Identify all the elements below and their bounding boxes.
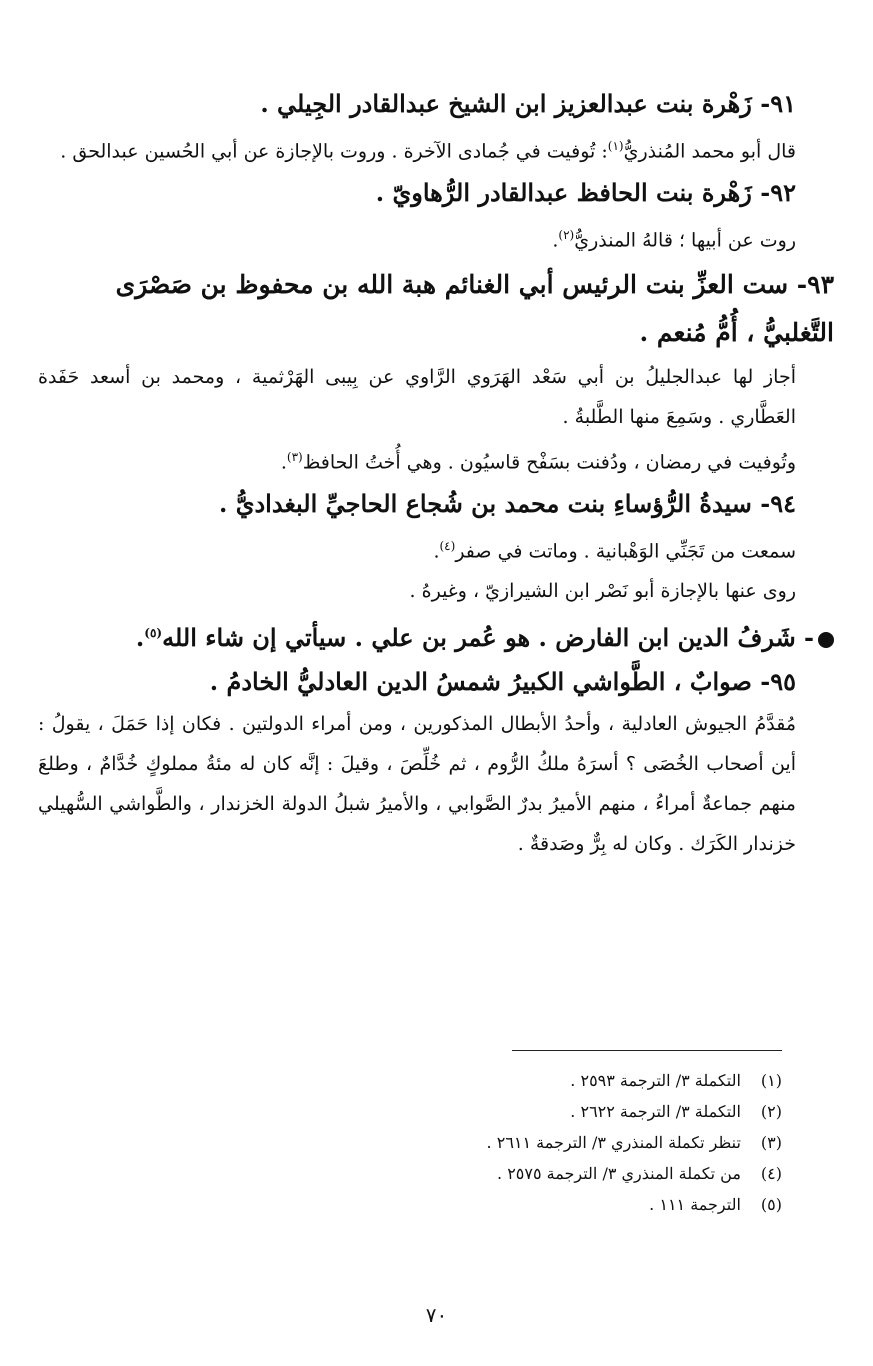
footnote-text: من تكملة المنذري ٣/ الترجمة ٢٥٧٥ . [497, 1164, 741, 1183]
paragraph-text: . [433, 540, 440, 563]
paragraph-text: مُقدَّمُ الجيوش العادلية ، وأحدُ الأبطال المذكورين ، ومن أمراء الدولتين . فكان إذا حَمَلَ ، يقولُ : أين أصحاب الخُصَى ؟ أسرَهُ ملكُ الرُّوم ، ثم خُلِّصَ ، وقيلَ : إنَّه كان له مئةُ مملوكٍ خُدَّامٌ ، وطلعَ منهم جماعةٌ أمراءُ ، منهم الأميرُ بدرٌ الصَّوابي ، والأميرُ شبلُ الدولة الخزندار ، والطَّواشي السُّهيلي خزندار الكَرَك . وكان له بِرٌّ وصَدقةٌ . [38, 713, 796, 856]
entry-paragraph [38, 704, 834, 864]
footnote-ref: (٤) [439, 538, 456, 553]
entry-paragraph [38, 437, 834, 482]
footnotes [486, 1050, 782, 1220]
footnote-number: (٥) [760, 1195, 782, 1214]
entry-paragraph [38, 126, 834, 171]
bullet-dot-icon [818, 632, 834, 648]
paragraph-text: . [552, 229, 559, 252]
footnote [512, 1096, 782, 1127]
page-number: ٧٠ [425, 1303, 448, 1327]
entry-heading: ٩١- زَهْرة بنت عبدالعزيز ابن الشيخ عبدالقادر الجِيلي . [260, 89, 796, 118]
footnote-number: (١) [760, 1071, 782, 1090]
entry-heading: ٩٣- ست العزِّ بنت الرئيس أبي الغنائم هبة الله بن محفوظ بن صَصْرَى التَّغلبيُّ ، أُمُّ مُنعم . [115, 269, 834, 347]
footnote [486, 1127, 782, 1158]
entry-heading: ٩٥- صوابٌ ، الطَّواشي الكبيرُ شمسُ الدين العادليُّ الخادمُ . [209, 667, 796, 697]
paragraph-text: روت عن أبيها ؛ قالهُ المنذريُّ [574, 229, 796, 252]
cross-reference-text: - شَرفُ الدين ابن الفارض . هو عُمر بن علي . سيأتي إن شاء الله [162, 623, 814, 653]
footnote-number: (٣) [760, 1133, 782, 1152]
paragraph-text: روى عنها بالإجازة أبو نَصْر ابن الشيرازيّ ، وغيرهُ . [409, 580, 796, 603]
cross-reference [38, 611, 834, 660]
footnote-text: تنظر تكملة المنذري ٣/ الترجمة ٢٦١١ . [486, 1133, 741, 1152]
footnote-ref: (٣) [286, 449, 303, 464]
cross-reference-text: . [135, 623, 145, 653]
footnote [512, 1065, 782, 1096]
entry-paragraph [38, 357, 834, 437]
footnote-text: التكملة ٣/ الترجمة ٢٥٩٣ . [570, 1071, 741, 1090]
footnote-number: (٢) [760, 1102, 782, 1121]
paragraph-text: سمعت من تَجَنِّي الوَهْبانية . وماتت في صفر [455, 540, 796, 563]
footnote-number: (٤) [760, 1164, 782, 1183]
footnote-text: الترجمة ١١١ . [649, 1195, 741, 1214]
paragraph-text: . [280, 450, 287, 473]
footnote-ref: (١) [607, 139, 624, 153]
footnote-ref: (٢) [558, 228, 575, 243]
main-text [38, 82, 834, 864]
footnote [512, 1189, 782, 1220]
paragraph-text: أجاز لها عبدالجليلُ بن أبي سَعْد الهَرَوي الرَّاوي عن بِيبى الهَرْثمية ، ومحمد بن أسعد حَفَدة العَطَّاري . وسَمِعَ منها الطَّلبةُ . [38, 365, 796, 428]
footnote [497, 1158, 782, 1189]
paragraph-text: وتُوفيت في رمضان ، ودُفنت بسَفْح قاسيُون . وهي أُختُ الحافظ [302, 450, 796, 473]
footnote-ref: (٥) [144, 626, 163, 641]
paragraph-text: قال أبو محمد المُنذريُّ [623, 140, 796, 163]
footnote-text: التكملة ٣/ الترجمة ٢٦٢٢ . [570, 1102, 741, 1121]
entry-paragraph [38, 571, 834, 611]
paragraph-text: : تُوفيت في جُمادى الآخرة . وروت بالإجازة عن أبي الحُسين عبدالحق . [60, 140, 608, 163]
entry-paragraph [38, 215, 834, 260]
entry-heading: ٩٢- زَهْرة بنت الحافظ عبدالقادر الرُّهاويّ . [375, 178, 796, 208]
entry-heading: ٩٤- سيدةُ الرُّؤساءِ بنت محمد بن شُجاع الحاجيِّ البغداديُّ . [219, 488, 796, 518]
entry-paragraph [38, 526, 834, 571]
